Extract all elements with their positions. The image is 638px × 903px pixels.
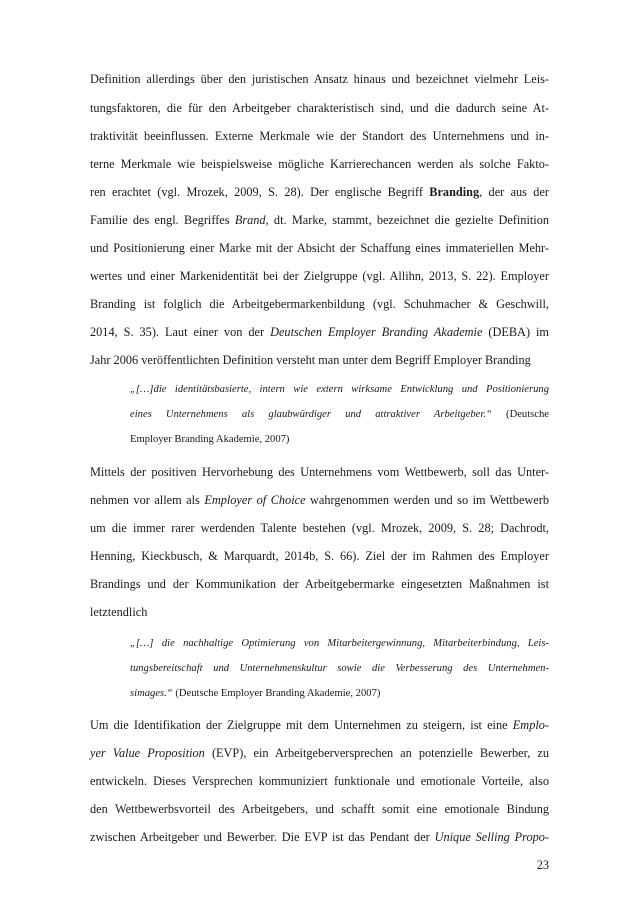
term-branding: Branding — [429, 185, 480, 199]
text-segment: ren erachtet (vgl. Mrozek, 2009, S. 28). Der englische Begriff — [90, 185, 430, 199]
paragraph-3-line-5 — [90, 830, 549, 844]
paragraph-2-line-4: Henning, Kieckbusch, & Marquardt, 2014b, S. 66). Ziel der im Rahmen des Employer — [90, 549, 549, 563]
paragraph-3-line-3: entwickeln. Dieses Versprechen kommuniziert funktionale und emotionale Vorteile, also — [90, 774, 549, 788]
text-segment: zwischen Arbeitgeber und Bewerber. Die EVP ist das Pendant der — [90, 830, 435, 844]
paragraph-1-line-9: Branding ist folglich die Arbeitgebermarkenbildung (vgl. Schuhmacher & Geschwill, — [90, 297, 549, 311]
quote-1-line-3: Employer Branding Akademie, 2007) — [130, 434, 290, 445]
quote-2-line-3 — [130, 687, 549, 700]
page-number: 23 — [536, 858, 549, 872]
text-segment: Familie des engl. Begriffes — [90, 213, 235, 227]
paragraph-1-line-5 — [90, 185, 549, 199]
paragraph-1-line-1: Definition allerdings über den juristischen Ansatz hinaus und bezeichnet vielmehr Leis- — [90, 72, 549, 86]
paragraph-1-line-8: wertes und einer Markenidentität bei der Zielgruppe (vgl. Allihn, 2013, S. 22). Employer — [90, 269, 549, 283]
paragraph-1-line-4: terne Merkmale wie beispielsweise mögliche Karrierechancen werden als solche Fakto- — [90, 157, 549, 171]
term-employer-of-choice: Employer of Choice — [204, 493, 306, 507]
paragraph-2-line-2 — [90, 493, 549, 507]
text-segment: Um die Identifikation der Zielgruppe mit dem Unternehmen zu steigern, ist eine — [90, 718, 513, 732]
paragraph-2-line-3: um die immer rarer werdenden Talente bestehen (vgl. Mrozek, 2009, S. 28; Dachrodt, — [90, 521, 549, 535]
paragraph-1-line-11: Jahr 2006 veröffentlichten Definition versteht man unter dem Begriff Employer Branding — [90, 353, 531, 367]
paragraph-2-line-5: Brandings und der Kommunikation der Arbeitgebermarke eingesetzten Maßnahmen ist — [90, 577, 549, 591]
text-segment: 2014, S. 35). Laut einer von der — [90, 325, 271, 339]
text-segment: nehmen vor allem als — [90, 493, 205, 507]
quote-citation: (Deutsche Employer Branding Akademie, 2007) — [172, 688, 381, 699]
paragraph-2-line-6: letztendlich — [90, 605, 148, 619]
paragraph-1-line-2: tungsfaktoren, die für den Arbeitgeber charakteristisch sind, und die dadurch seine At- — [90, 101, 549, 115]
text-segment: (EVP), ein Arbeitgeberversprechen an potenzielle Bewerber, zu — [204, 746, 550, 760]
term-evp: Emplo- — [512, 718, 549, 732]
paragraph-3-line-1 — [90, 718, 549, 732]
quote-1-line-2 — [130, 408, 549, 421]
text-segment: , dt. Marke, stammt, bezeichnet die gezielte Definition — [265, 213, 549, 227]
text-segment: (DEBA) im — [482, 325, 549, 339]
quote-citation: (Deutsche — [491, 409, 550, 420]
term-deba: Deutschen Employer Branding Akademie — [270, 325, 483, 339]
term-brand: Brand — [234, 213, 266, 227]
term-evp: yer Value Proposition — [90, 746, 205, 760]
quote-text: simages.“ — [130, 688, 173, 699]
paragraph-1-line-6 — [90, 213, 549, 227]
term-usp: Unique Selling Propo- — [434, 830, 549, 844]
text-segment: , der aus der — [479, 185, 549, 199]
paragraph-1-line-10 — [90, 325, 549, 339]
paragraph-3-line-2 — [90, 746, 549, 760]
paragraph-2-line-1: Mittels der positiven Hervorhebung des Unternehmens vom Wettbewerb, soll das Unter- — [90, 465, 549, 479]
paragraph-3-line-4: den Wettbewerbsvorteil des Arbeitgebers, und schafft somit eine emotionale Bindung — [90, 802, 549, 816]
quote-2-line-2: tungsbereitschaft und Unternehmenskultur sowie die Verbesserung des Unternehmen- — [130, 663, 549, 674]
quote-2-line-1: „[…] die nachhaltige Optimierung von Mitarbeitergewinnung, Mitarbeiterbindung, Leis- — [130, 638, 549, 649]
quote-1-line-1: „[…]die identitätsbasierte, intern wie extern wirksame Entwicklung und Positionierung — [130, 384, 549, 395]
paragraph-1-line-7: und Positionierung einer Marke mit der Absicht der Schaffung eines immateriellen Mehr- — [90, 241, 549, 255]
quote-text: eines Unternehmens als glaubwürdiger und attraktiver Arbeitgeber.“ — [130, 409, 492, 420]
text-segment: wahrgenommen werden und so im Wettbewerb — [305, 493, 549, 507]
paragraph-1-line-3: traktivität beeinflussen. Externe Merkmale wie der Standort des Unternehmens und in- — [90, 129, 549, 143]
